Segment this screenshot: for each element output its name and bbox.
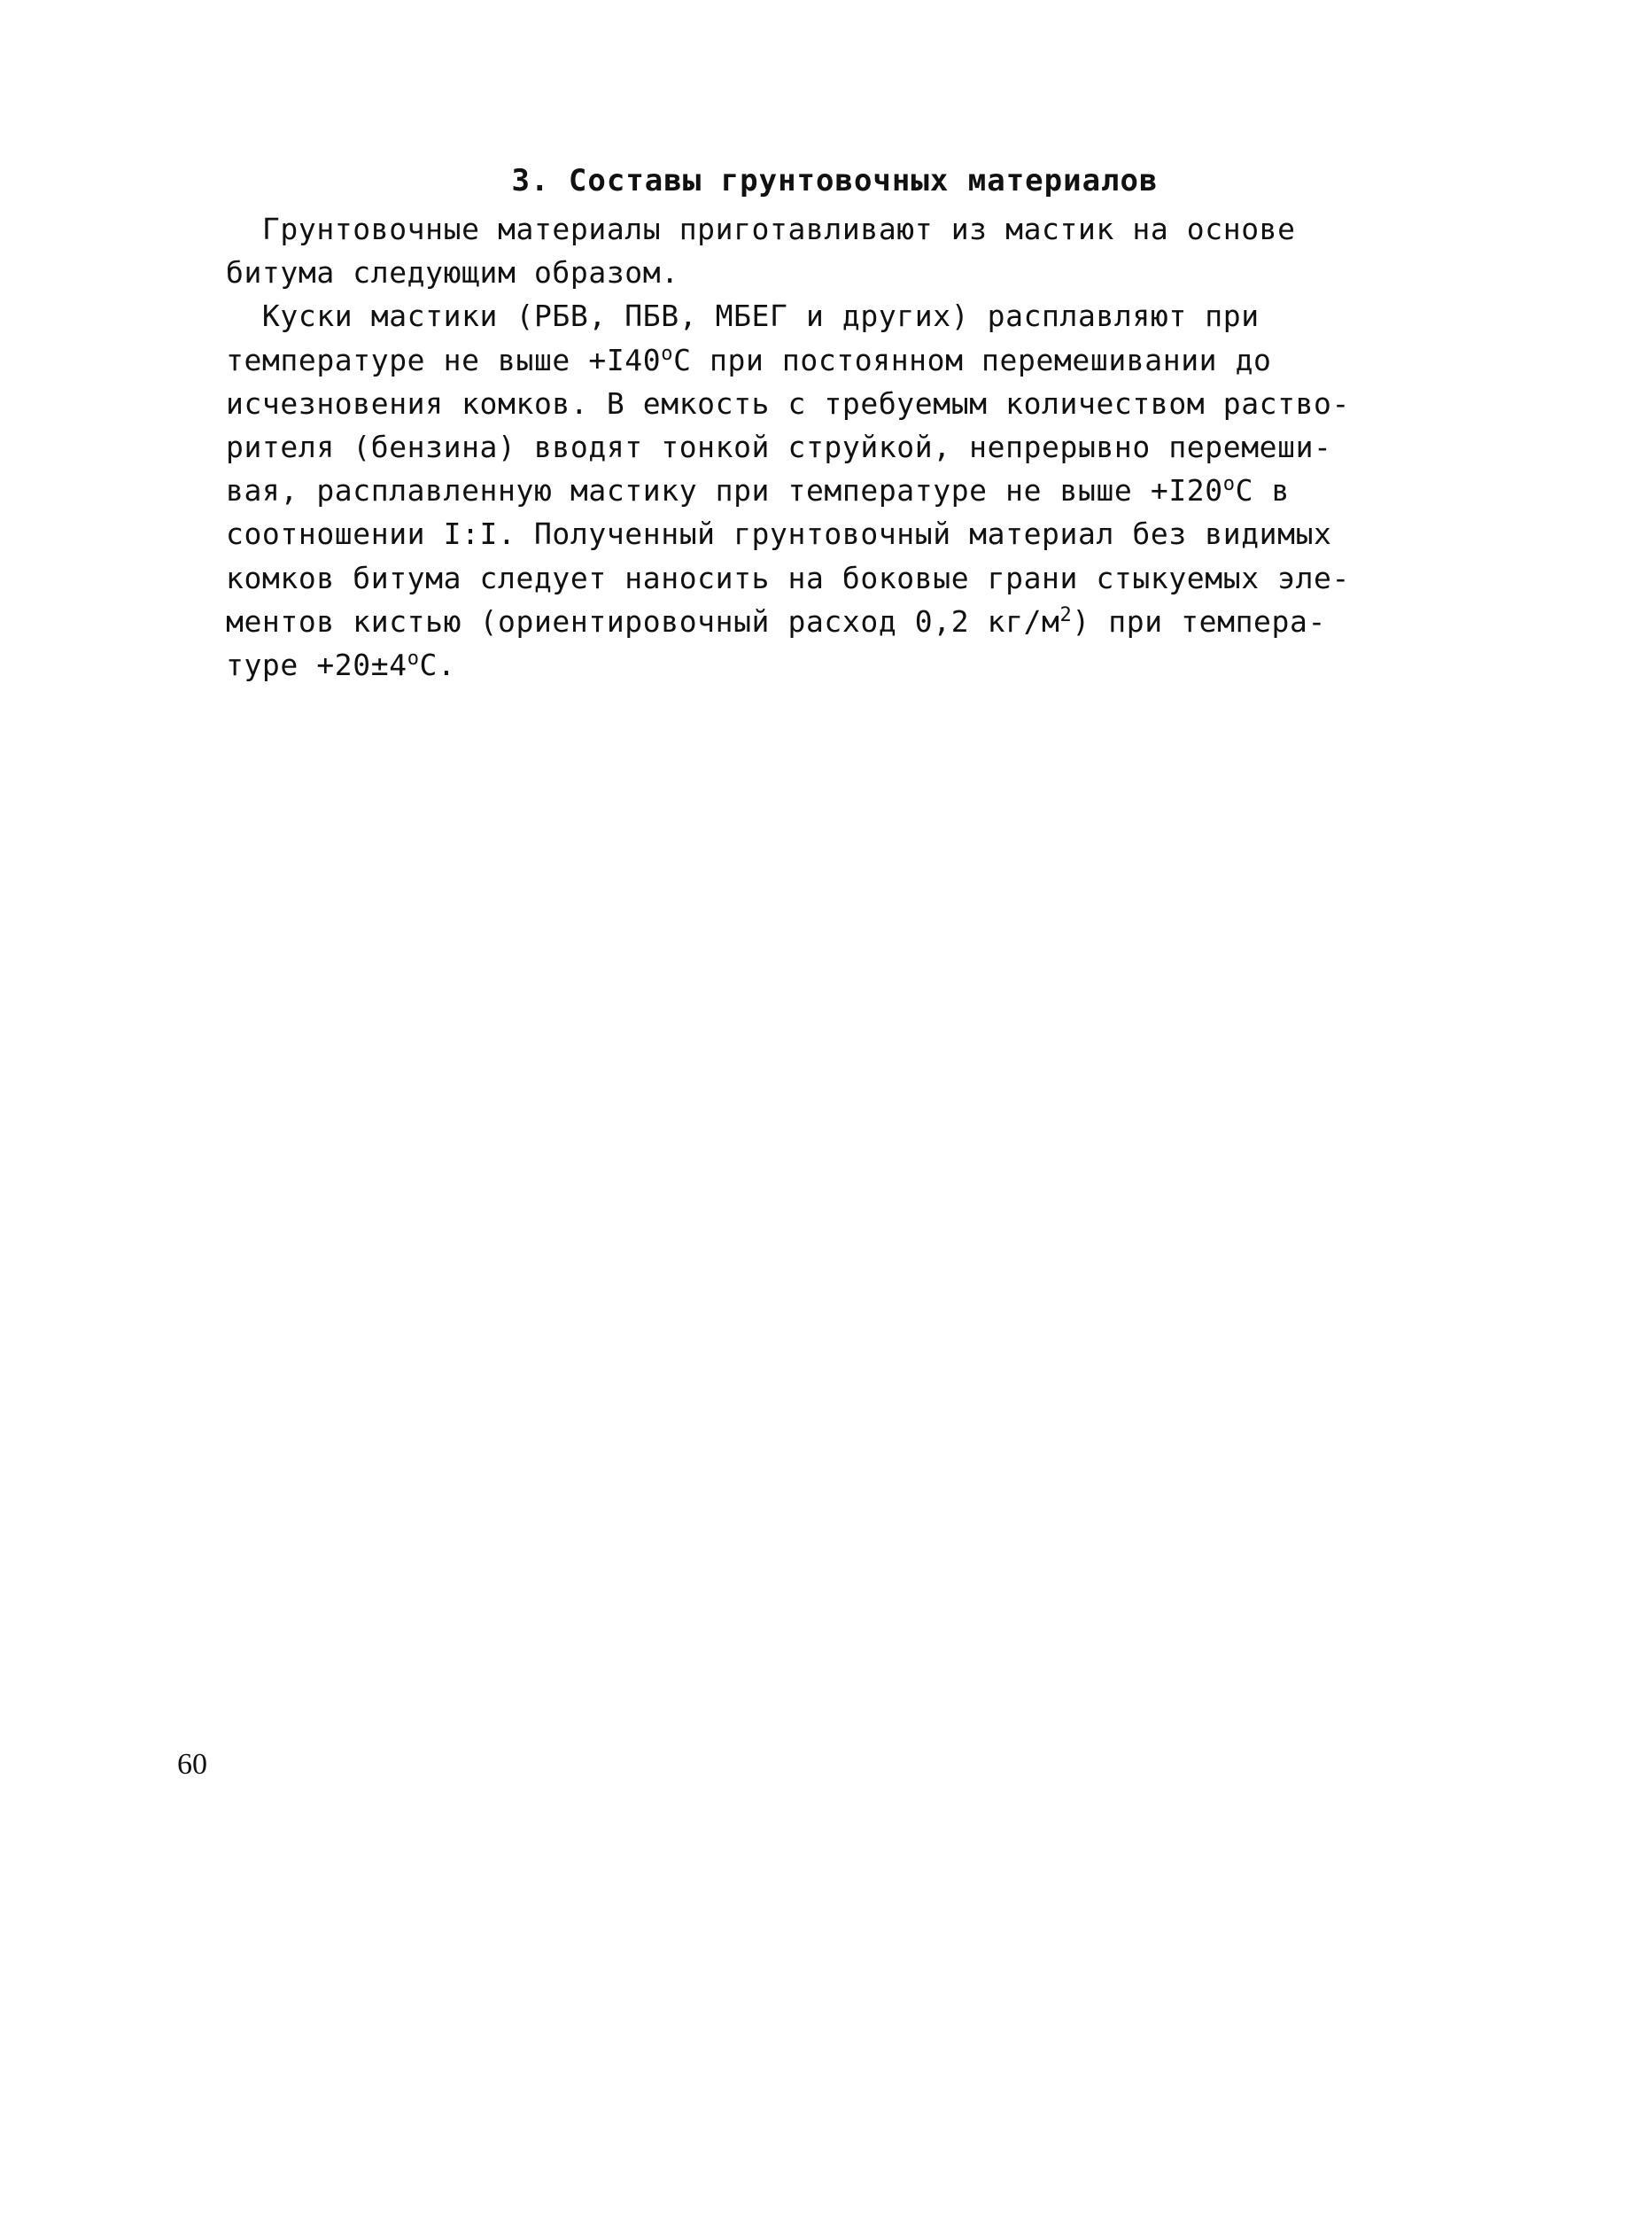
square-superscript: 2 (1059, 603, 1073, 626)
text-fragment: С. (419, 648, 456, 683)
degree-superscript: о (1222, 473, 1236, 496)
text-line (226, 600, 1324, 643)
text-line (226, 338, 1324, 382)
text-line: битума следующим образом. (226, 255, 679, 291)
text-line: комков битума следует наносить на боковые грани стыкуемых эле- (226, 560, 1350, 595)
text-line (226, 469, 1324, 512)
text-line: Куски мастики (РБВ, ПБВ, МБЕГ и других) расплавляют при (226, 299, 1260, 334)
text-fragment: С при постоянном перемешивании до (673, 342, 1272, 377)
page-number: 60 (177, 1748, 207, 1781)
text-fragment: С в (1235, 473, 1290, 509)
text-line: Грунтовочные материалы приготавливают из мастик на основе (226, 212, 1296, 246)
degree-superscript: о (661, 342, 674, 365)
section-heading: 3. Составы грунтовочных материалов (511, 163, 1159, 198)
text-line: соотношении I:I. Полученный грунтовочный материал без видимых (226, 517, 1332, 552)
text-fragment: вая, расплавленную мастику при температуре не выше +I20 (226, 473, 1223, 509)
text-fragment: ) при темпера- (1072, 603, 1326, 639)
text-line: рителя (бензина) вводят тонкой струйкой, непрерывно перемеши- (226, 430, 1332, 465)
text-fragment: ментов кистью (ориентировочный расход 0,2 кг/м (226, 603, 1060, 639)
body-paragraphs (226, 207, 1350, 687)
degree-superscript: о (407, 648, 420, 671)
text-line: исчезновения комков. В емкость с требуемым количеством раство- (226, 385, 1350, 421)
text-fragment: температуре не выше +I40 (226, 342, 662, 377)
text-fragment: туре +20±4 (226, 648, 407, 683)
text-line (226, 643, 1324, 687)
